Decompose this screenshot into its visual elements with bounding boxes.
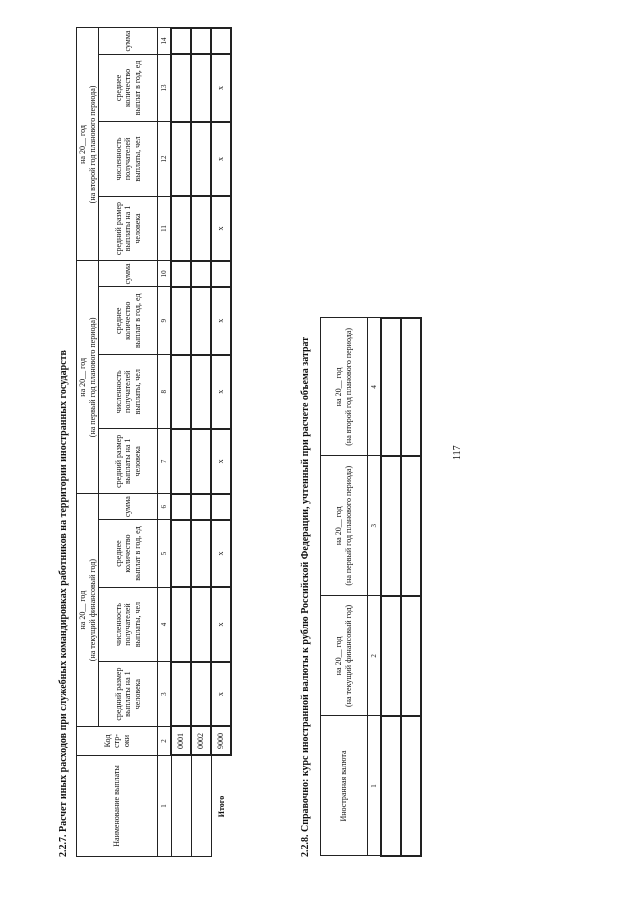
rate-cell[interactable]	[381, 456, 401, 596]
column-number: 14	[158, 28, 172, 54]
data-cell[interactable]	[191, 54, 211, 122]
column-number: 7	[158, 429, 172, 494]
total-mark: x	[211, 429, 231, 494]
col-header-current-year	[321, 596, 368, 716]
data-cell[interactable]	[191, 355, 211, 429]
row-name-cell[interactable]	[171, 756, 191, 857]
data-cell[interactable]	[171, 287, 191, 355]
first-plan-year-label: на 20__ год	[78, 357, 87, 397]
data-cell[interactable]	[191, 261, 211, 287]
col-header-avg-size: средний размер выплаты на 1 человека	[99, 662, 158, 727]
column-number: 3	[158, 662, 172, 727]
data-cell[interactable]	[171, 520, 191, 588]
col-header-current-year	[77, 494, 99, 727]
column-number: 13	[158, 54, 172, 122]
data-cell[interactable]	[191, 287, 211, 355]
col-header-num-recipients: численность получателей выплаты, чел	[99, 355, 158, 429]
data-cell[interactable]	[171, 662, 191, 727]
col-header-avg-size: средний размер выплаты на 1 человека	[99, 429, 158, 494]
other-expenses-table	[76, 27, 232, 857]
col-header-first-plan-year	[77, 261, 99, 494]
row-code-cell: 0002	[191, 727, 211, 756]
second-plan-year-period: (на второй год планового периода)	[344, 328, 353, 446]
total-mark: x	[211, 54, 231, 122]
currency-rate-table	[320, 317, 422, 857]
col-header-sum: сумма	[99, 494, 158, 520]
data-cell[interactable]	[171, 122, 191, 196]
currency-cell[interactable]	[401, 716, 421, 856]
first-plan-year-period: (на первый год планового периода)	[344, 465, 353, 586]
table-row	[381, 318, 401, 856]
second-plan-year-label: на 20__ год	[334, 367, 344, 407]
total-mark: x	[211, 287, 231, 355]
second-plan-year-period: (на второй год планового периода)	[87, 85, 97, 204]
total-mark: x	[211, 587, 231, 661]
column-number: 3	[368, 456, 382, 596]
data-cell[interactable]	[171, 196, 191, 261]
col-header-num-recipients: численность получателей выплаты, чел	[99, 122, 158, 196]
data-cell[interactable]	[171, 261, 191, 287]
total-mark: x	[211, 520, 231, 588]
column-number: 1	[368, 716, 382, 856]
current-year-label: на 20__ год	[334, 636, 344, 676]
data-cell[interactable]	[191, 122, 211, 196]
column-number: 4	[158, 587, 172, 661]
column-number-row	[158, 28, 172, 857]
total-sum-cell[interactable]	[211, 494, 231, 520]
page-number: 117	[452, 445, 463, 460]
column-number: 9	[158, 287, 172, 355]
column-number: 6	[158, 494, 172, 520]
column-number: 10	[158, 261, 172, 287]
col-header-sum: сумма	[99, 261, 158, 287]
data-cell[interactable]	[171, 429, 191, 494]
col-header-second-plan-year	[77, 28, 99, 261]
rate-cell[interactable]	[381, 318, 401, 456]
col-header-code: Код стр-оки	[77, 727, 158, 756]
table-row	[171, 28, 191, 857]
total-mark: x	[211, 196, 231, 261]
data-cell[interactable]	[171, 587, 191, 661]
total-code: 9000	[211, 727, 231, 756]
second-plan-year-label: на 20__ год	[78, 125, 87, 164]
col-header-avg-count: среднее количество выплат в год, ед	[99, 54, 158, 122]
data-cell[interactable]	[191, 429, 211, 494]
total-mark: x	[211, 355, 231, 429]
column-number: 5	[158, 520, 172, 588]
current-year-period: (на текущий финансовый год)	[344, 604, 353, 707]
rate-cell[interactable]	[401, 318, 421, 456]
col-header-num-recipients: численность получателей выплаты, чел	[99, 587, 158, 661]
col-header-first-plan-year	[321, 456, 368, 596]
data-cell[interactable]	[191, 520, 211, 588]
header-row	[321, 318, 368, 856]
data-cell[interactable]	[191, 28, 211, 54]
total-sum-cell[interactable]	[211, 261, 231, 287]
data-cell[interactable]	[171, 494, 191, 520]
rate-cell[interactable]	[381, 596, 401, 716]
data-cell[interactable]	[171, 28, 191, 54]
col-header-currency: Иностранная валюта	[321, 716, 368, 856]
data-cell[interactable]	[191, 494, 211, 520]
header-row-1	[77, 28, 99, 857]
total-row	[211, 28, 231, 857]
column-number: 8	[158, 355, 172, 429]
data-cell[interactable]	[191, 196, 211, 261]
current-year-period: (на текущий финансовый год)	[87, 559, 97, 662]
first-plan-year-label: на 20__ год	[334, 506, 344, 546]
rate-cell[interactable]	[401, 596, 421, 716]
first-plan-year-period: (на первый год планового периода)	[87, 317, 97, 438]
col-header-avg-size: средний размер выплаты на 1 человека	[99, 196, 158, 261]
col-header-sum: сумма	[99, 28, 158, 54]
column-number-row	[368, 318, 382, 856]
column-number: 4	[368, 318, 382, 456]
column-number: 1	[158, 756, 172, 857]
data-cell[interactable]	[191, 662, 211, 727]
data-cell[interactable]	[171, 355, 191, 429]
data-cell[interactable]	[191, 587, 211, 661]
total-mark: x	[211, 122, 231, 196]
col-header-second-plan-year	[321, 318, 368, 456]
col-header-avg-count: среднее количество выплат в год, ед	[99, 520, 158, 588]
col-header-name: Наименование выплаты	[77, 756, 158, 857]
col-header-avg-count: среднее количество выплат в год, ед	[99, 287, 158, 355]
current-year-label: на 20__ год	[78, 590, 87, 630]
column-number: 2	[158, 727, 172, 756]
total-mark: x	[211, 662, 231, 727]
column-number: 11	[158, 196, 172, 261]
data-cell[interactable]	[171, 54, 191, 122]
total-sum-cell[interactable]	[211, 28, 231, 54]
column-number: 12	[158, 122, 172, 196]
row-name-cell[interactable]	[191, 756, 211, 857]
total-label: Итого	[216, 795, 226, 818]
row-code-cell: 0001	[171, 727, 191, 756]
table-row	[401, 318, 421, 856]
column-number: 2	[368, 596, 382, 716]
rate-cell[interactable]	[401, 456, 421, 596]
currency-cell[interactable]	[381, 716, 401, 856]
section-2-2-7-title: 2.2.7. Расчет иных расходов при служебных командировках работников на территории иностранных государств	[58, 350, 69, 857]
section-2-2-8-title: 2.2.8. Справочно: курс иностранной валюты к рублю Российской Федерации, учтенный при расчете объема затрат	[300, 336, 311, 857]
table-row	[191, 28, 211, 857]
